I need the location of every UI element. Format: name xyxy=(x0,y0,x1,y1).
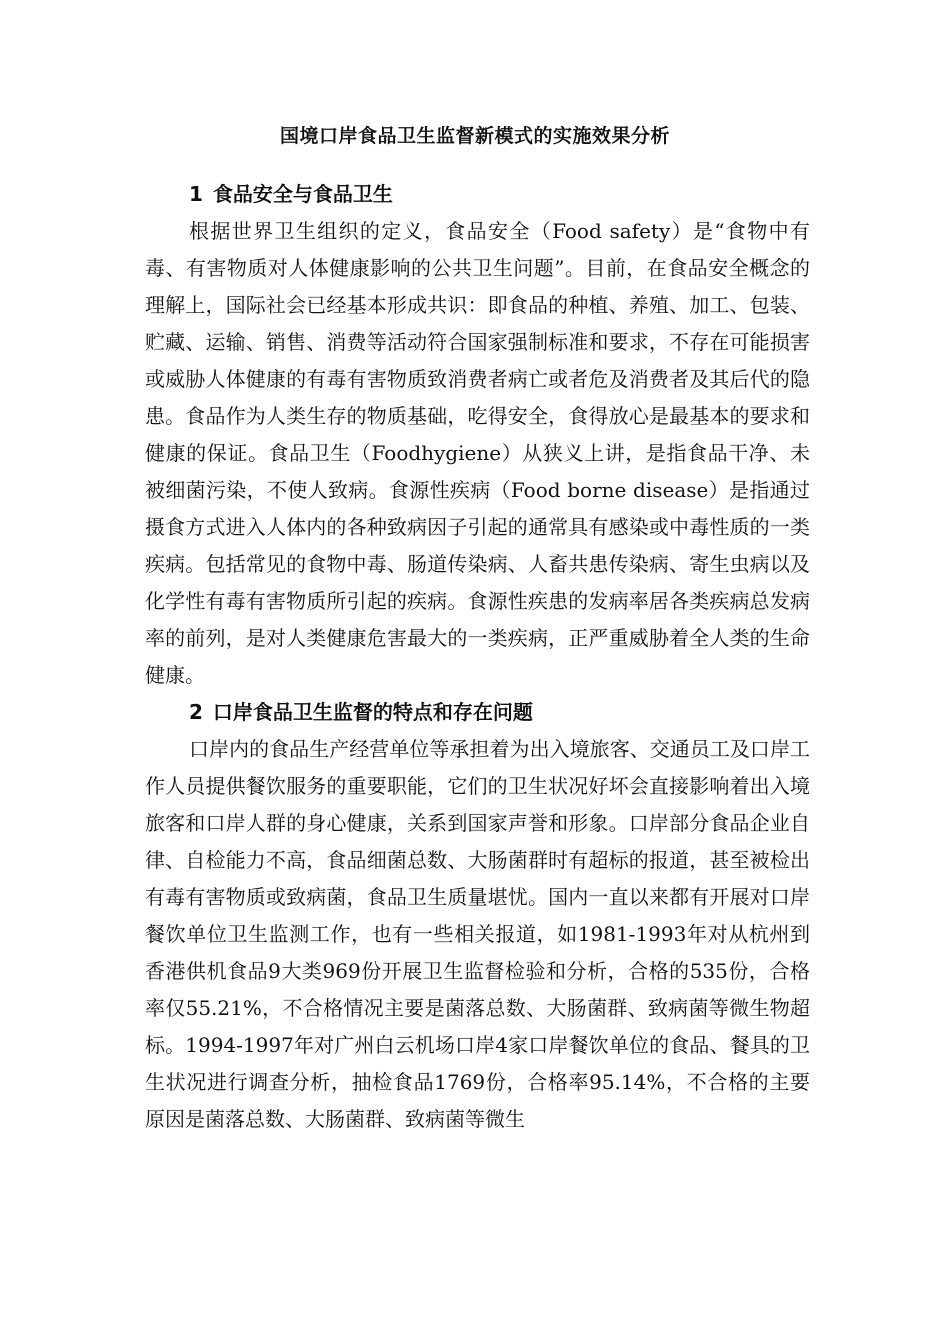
section-2-paragraph: 口岸内的食品生产经营单位等承担着为出入境旅客、交通员工及口岸工作人员提供餐饮服务的重要职能，它们的卫生状况好坏会直接影响着出入境旅客和口岸人群的身心健康，关系到国家声誉和形象。口岸部分食品企业自律、自检能力不高，食品细菌总数、大肠菌群时有超标的报道，甚至被检出有毒有害物质或致病菌，食品卫生质量堪忧。国内一直以来都有开展对口岸餐饮单位卫生监测工作，也有一些相关报道，如1981-1993年对从杭州到香港供机食品9大类969份开展卫生监督检验和分析，合格的535份，合格率仅55.21%，不合格情况主要是菌落总数、大肠菌群、致病菌等微生物超标。1994-1997年对广州白云机场口岸4家口岸餐饮单位的食品、餐具的卫生状况进行调查分析，抽检食品1769份，合格率95.14%，不合格的主要原因是菌落总数、大肠菌群、致病菌等微生 xyxy=(145,737,810,1131)
section-1-paragraph: 根据世界卫生组织的定义，食品安全（Food safety）是“食物中有毒、有害物质对人体健康影响的公共卫生问题”。目前，在食品安全概念的理解上，国际社会已经基本形成共识：即食品的种植、养殖、加工、包装、贮藏、运输、销售、消费等活动符合国家强制标准和要求，不存在可能损害或威胁人体健康的有毒有害物质致消费者病亡或者危及消费者及其后代的隐患。食品作为人类生存的物质基础，吃得安全，食得放心是最基本的要求和健康的保证。食品卫生（Foodhygiene）从狭义上讲，是指食品干净、未被细菌污染，不使人致病。食源性疾病（Food borne disease）是指通过摄食方式进入人体内的各种致病因子引起的通常具有感染或中毒性质的一类疾病。包括常见的食物中毒、肠道传染病、人畜共患传染病、寄生虫病以及化学性有毒有害物质所引起的疾病。食源性疾患的发病率居各类疾病总发病率的前列，是对人类健康危害最大的一类疾病，正严重威胁着全人类的生命健康。 xyxy=(145,219,810,687)
section-1-number: 1 xyxy=(189,182,203,206)
document-title: 国境口岸食品卫生监督新模式的实施效果分析 xyxy=(279,125,670,147)
section-2-number: 2 xyxy=(189,700,203,724)
document-body xyxy=(145,176,810,1138)
section-1-heading xyxy=(145,176,810,213)
section-1-heading-text: 食品安全与食品卫生 xyxy=(212,182,393,206)
section-2-heading-text: 口岸食品卫生监督的特点和存在问题 xyxy=(212,700,533,724)
section-2-heading xyxy=(145,694,810,731)
